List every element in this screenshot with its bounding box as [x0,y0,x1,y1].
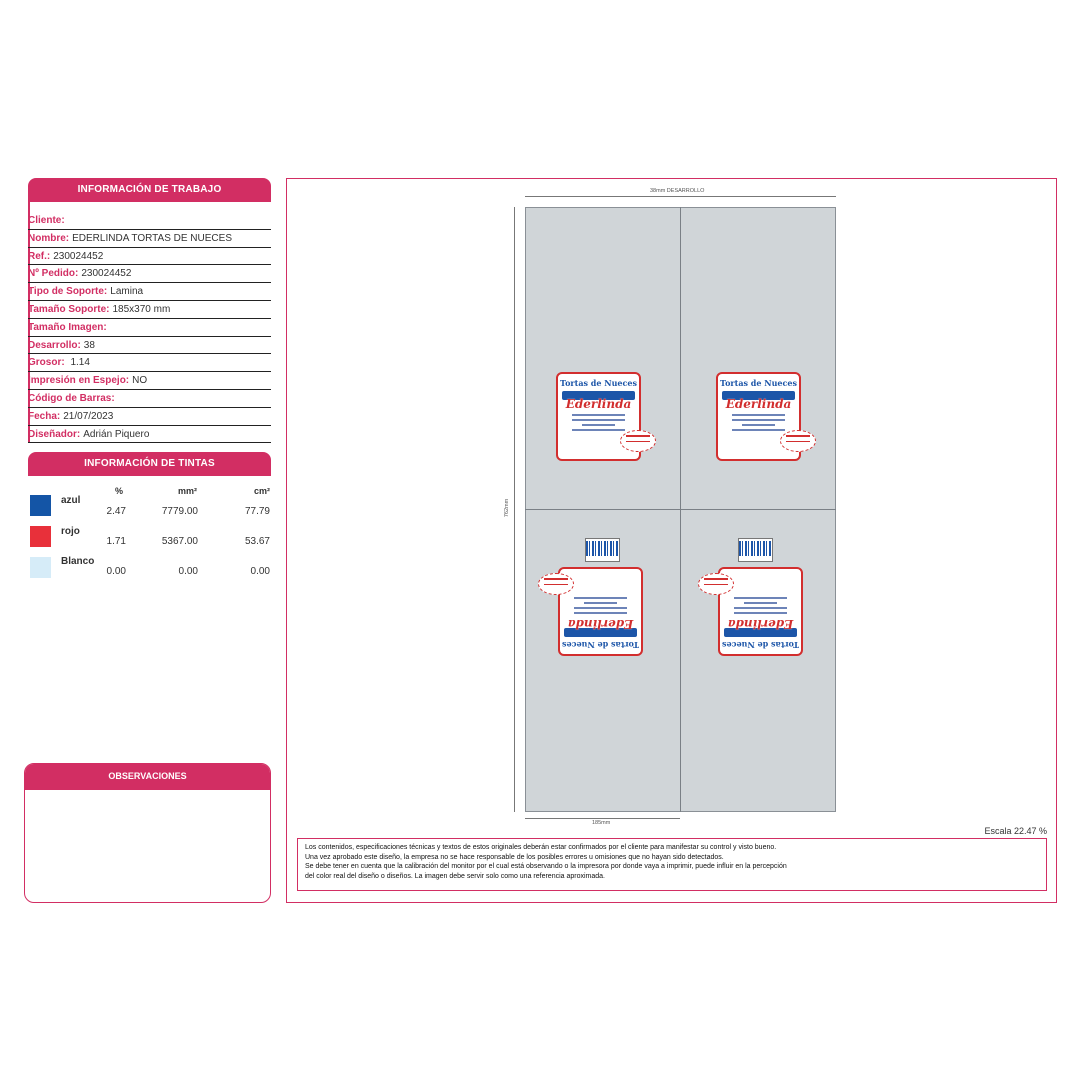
field-label: Nombre: [28,232,70,244]
field-label: Tamaño Imagen: [28,321,107,333]
field-label: Código de Barras: [28,392,115,404]
job-info-row-cliente [28,212,271,230]
ink-mm2: 0.00 [178,566,198,577]
field-value: EDERLINDA TORTAS DE NUECES [72,232,232,244]
ink-cm2: 0.00 [250,566,270,577]
job-info-row-espejo [28,372,271,390]
field-label: Nº Pedido: [28,268,79,280]
label-brand: Ederlinda [567,617,634,631]
label-brand: Ederlinda [565,397,632,411]
observations-box[interactable] [24,763,271,903]
job-info-list [28,212,271,443]
label-text-line [584,602,617,604]
label-title: Tortas de Nueces [562,640,639,650]
field-label: Fecha: [28,410,61,422]
job-info-row-disenador [28,426,271,444]
ink-name: Blanco [61,556,95,567]
field-label: Cliente: [28,215,65,226]
ink-column-mm2: mm² [178,486,198,496]
job-info-row-pedido [28,265,271,283]
label-text-line [732,419,785,421]
ink-name: rojo [61,526,80,537]
label-text-line [742,424,775,426]
job-info-row-nombre [28,230,271,248]
job-info-header: INFORMACIÓN DE TRABAJO [28,178,271,202]
barcode-icon [585,538,620,562]
label-badge [780,430,816,452]
label-text-line [574,612,627,614]
disclaimer-line: Los contenidos, especificaciones técnicas y textos de estos originales deberán estar confirmados por el cliente para manifestar su control y visto bueno. [305,844,777,851]
field-value: 230024452 [53,250,104,262]
label-text-line [734,597,787,599]
field-label: Desarrollo: [28,339,81,351]
label-text-line [734,612,787,614]
ink-percent: 2.47 [106,506,126,517]
label-text-line [572,414,625,416]
label-text-line [572,419,625,421]
field-label: Diseñador: [28,428,81,440]
ink-swatch-azul [30,495,51,516]
job-info-row-tamano-imagen [28,319,271,337]
disclaimer-box [297,838,1047,891]
field-value: 1.14 [67,357,90,369]
top-dimension-label: 38mm DESARROLLO [650,188,705,194]
job-info-row-tamano-soporte [28,301,271,319]
disclaimer-line: del color real del diseño o diseños. La imagen debe servir solo como una referencia aproximada. [305,872,606,880]
job-info-row-grosor [28,354,271,372]
label-text-line [572,429,625,431]
field-label: Impresión en Espejo: [28,375,130,387]
label-badge [698,573,734,595]
ink-cm2: 77.79 [244,506,270,517]
field-value: 230024452 [81,268,132,280]
label-badge [620,430,656,452]
scale-label: Escala 22.47 % [984,826,1047,836]
label-text-line [732,414,785,416]
top-dimension-line [525,196,836,197]
bottom-dimension-label: 185mm [592,820,611,826]
disclaimer-line: Se debe tener en cuenta que la calibración del monitor por el cual está observando o la impresora por donde vaya a imprimir, puede influir en la percepción [305,863,787,871]
field-label: Grosor: [28,357,65,369]
label-title: Tortas de Nueces [720,378,797,388]
ink-swatch-blanco [30,557,51,578]
field-value: Adrián Piquero [83,428,150,440]
ink-swatch-rojo [30,526,51,547]
sheet-row-divider [525,509,836,510]
job-info-row-ref [28,248,271,266]
label-title: Tortas de Nueces [722,640,799,650]
bottom-dimension-line [525,818,680,819]
ink-name: azul [61,495,81,506]
ink-info-header: INFORMACIÓN DE TINTAS [28,452,271,476]
label-brand: Ederlinda [727,617,794,631]
ink-cm2: 53.67 [244,536,270,547]
ink-mm2: 5367.00 [161,536,198,547]
label-badge [538,573,574,595]
ink-percent: 0.00 [106,566,126,577]
field-value: Lamina [110,286,144,298]
field-label: Ref.: [28,250,51,262]
ink-column-percent: % [115,486,124,496]
disclaimer-line: Una vez aprobado este diseño, la empresa no se hace responsable de los posibles errores u omisiones que no hayan sido detectados. [305,853,724,861]
label-text-line [582,424,615,426]
ink-percent: 1.71 [106,536,126,547]
job-info-row-fecha [28,408,271,426]
barcode-icon [738,538,773,562]
field-value: 21/07/2023 [63,410,114,422]
field-value: 185x370 mm [112,303,171,315]
label-brand: Ederlinda [725,397,792,411]
field-value: NO [132,375,148,387]
job-info-row-tipo-soporte [28,283,271,301]
ink-mm2: 7779.00 [161,506,198,517]
job-info-row-desarrollo [28,337,271,355]
observations-header: OBSERVACIONES [25,764,270,790]
left-dimension-label: 762mm [504,498,511,518]
label-text-line [734,607,787,609]
label-text-line [574,597,627,599]
left-dimension-line [514,207,515,812]
label-text-line [732,429,785,431]
field-label: Tipo de Soporte: [28,286,108,298]
label-title: Tortas de Nueces [560,378,637,388]
label-text-line [574,607,627,609]
label-text-line [744,602,777,604]
job-info-row-codigo-barras [28,390,271,408]
ink-column-cm2: cm² [254,486,271,496]
field-value: 38 [83,339,95,351]
field-label: Tamaño Soporte: [28,303,110,315]
